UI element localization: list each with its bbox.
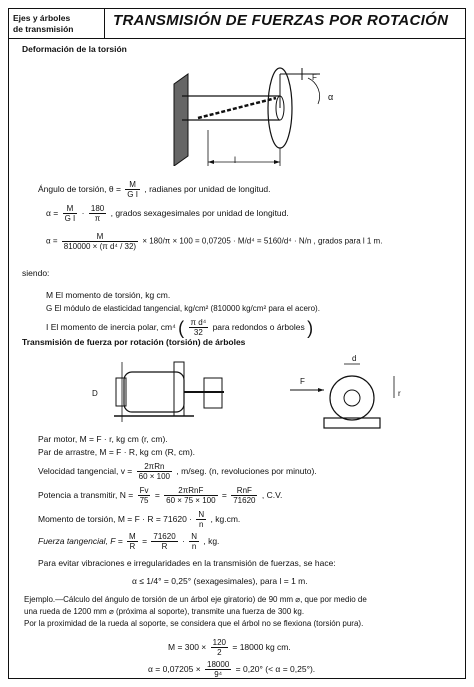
formula-text: α = xyxy=(46,236,60,246)
drag-torque: Par de arrastre, M = F · R, kg cm (R, cm). xyxy=(38,447,196,457)
definition-moment: M El momento de torsión, kg cm. xyxy=(46,290,171,300)
denominator: 810000 × (π d⁴ / 32) xyxy=(63,242,137,251)
numerator: 120 xyxy=(212,638,226,647)
numerator: M xyxy=(63,204,78,214)
formula-text: M = 300 × xyxy=(168,641,209,652)
formula-text: α = xyxy=(46,207,61,218)
numerator: π d⁴ xyxy=(190,318,207,327)
fraction xyxy=(137,462,172,481)
fraction xyxy=(63,204,78,223)
denominator: π xyxy=(94,214,101,223)
siendo-label: siendo: xyxy=(22,268,50,278)
formula-text: , C.V. xyxy=(261,489,283,500)
numerator: 71620 xyxy=(153,532,176,541)
example-line-2: una rueda de 1200 mm ⌀ (próxima al soporte), transmite una fuerza de 300 kg. xyxy=(24,607,305,616)
figure-label-r: r xyxy=(398,389,401,398)
figure-label-d: d xyxy=(352,354,357,363)
tangential-force: Fuerza tangencial, F = $\frac{M}{R}$ = $\frac{71620}{R}$ · $\frac{N}{n}$ , kg. xyxy=(38,532,220,551)
section-title-torsion: Deformación de la torsión xyxy=(22,44,127,54)
numerator: 18000 xyxy=(207,660,230,669)
denominator: n xyxy=(191,542,197,551)
formula-text: = 18000 kg cm. xyxy=(232,641,291,652)
denominator: R xyxy=(129,542,136,551)
fraction xyxy=(89,204,106,223)
denominator: n xyxy=(199,520,204,529)
numerator: 2πRnF xyxy=(164,486,217,496)
formula-text: α = 0,07205 × xyxy=(148,663,204,674)
fraction xyxy=(231,486,257,505)
fraction xyxy=(196,510,206,529)
denominator: 75 xyxy=(139,496,149,505)
power-formula: Potencia a transmitir, N = $\frac{Fv}{75}$ = $\frac{\text{2πRnF}}{60 \times 75 \times 100}$ = $\frac{\text{RnF}}{71620}$ , C.V. xyxy=(38,486,283,505)
motor-figure xyxy=(104,352,434,436)
formula-text: Velocidad tangencial, v = xyxy=(38,465,135,476)
tangential-velocity xyxy=(38,462,317,481)
denominator: G I xyxy=(64,214,76,223)
paren: ( xyxy=(178,317,185,338)
fraction xyxy=(138,486,151,505)
numerator: Fv xyxy=(138,486,151,496)
fraction xyxy=(189,318,209,337)
fraction xyxy=(189,532,199,551)
numerator: N xyxy=(191,532,197,541)
numerator: 180 xyxy=(90,204,105,213)
denominator: 9⁴ xyxy=(214,670,223,679)
denominator: 60 × 75 × 100 xyxy=(166,496,216,505)
formula-text: = 0,20° (< α = 0,25°). xyxy=(235,663,316,674)
torsion-condition: α ≤ 1/4° = 0,25° (sexagesimales), para l = 1 m. xyxy=(132,576,308,586)
formula-text: Ángulo de torsión, θ = xyxy=(38,183,124,194)
numerator: N xyxy=(198,510,205,519)
formula-text: , m/seg. (n, revoluciones por minuto). xyxy=(176,465,317,476)
definition-inertia xyxy=(46,318,313,337)
formula-text: , radianes por unidad de longitud. xyxy=(144,183,271,194)
torsion-angle-formula xyxy=(38,180,271,199)
numerator: M xyxy=(62,232,138,242)
numerator: 2πRn xyxy=(137,462,172,472)
formula-text: , grados sexagesimales por unidad de longitud. xyxy=(110,207,289,218)
formula-text: · xyxy=(81,207,85,218)
alpha-formula xyxy=(46,204,289,223)
example-calc-2 xyxy=(148,660,315,679)
figure-label-F-motor: F xyxy=(300,377,305,386)
formula-text: , kg. xyxy=(203,535,220,546)
numerator: RnF xyxy=(231,486,257,496)
header-rule xyxy=(105,38,465,39)
figure-label-D: D xyxy=(92,389,98,398)
denominator: R xyxy=(161,542,168,551)
formula-text: Potencia a transmitir, N = xyxy=(38,489,136,500)
example-line-3: Por la proximidad de la rueda al soporte, se considera que el árbol no se flexiona (torsión pura). xyxy=(24,619,364,628)
figure-label-F: F xyxy=(312,73,317,82)
formula-text: grados para l 1 m. xyxy=(317,236,383,246)
formula-text: Momento de torsión, M = F · R = 71620 · xyxy=(38,513,195,524)
section-label-line1: Ejes y árboles xyxy=(13,13,71,23)
fraction xyxy=(62,232,138,251)
formula-text: Fuerza tangencial, F = xyxy=(38,535,126,546)
fraction xyxy=(164,486,217,505)
torsion-figure xyxy=(168,56,368,166)
alpha-formula-2 xyxy=(46,232,382,251)
denominator: 60 × 100 xyxy=(138,472,171,481)
vibration-intro: Para evitar vibraciones e irregularidades en la transmisión de fuerzas, se hace: xyxy=(38,558,336,568)
denominator: 32 xyxy=(193,328,203,337)
formula-text: para redondos o árboles xyxy=(212,321,305,332)
formula-text: I El momento de inercia polar, cm⁴ xyxy=(46,321,176,332)
paren: ) xyxy=(307,317,314,338)
denominator: 71620 xyxy=(233,496,256,505)
numerator: M xyxy=(129,532,136,541)
example-calc-1 xyxy=(168,638,291,657)
formula-text: × 180/π × 100 = 0,07205 · M/d⁴ = 5160/d⁴ · N/n , xyxy=(142,236,316,246)
fraction xyxy=(205,660,231,679)
fraction xyxy=(125,180,140,199)
section-title-transmission: Transmisión de fuerza por rotación (torsión) de árboles xyxy=(22,337,246,347)
section-label-line2: de transmisión xyxy=(13,24,74,34)
denominator: 2 xyxy=(217,648,222,657)
torque-formula xyxy=(38,510,240,529)
fraction xyxy=(211,638,228,657)
formula-text: , kg.cm. xyxy=(210,513,241,524)
page-title: TRANSMISIÓN DE FUERZAS POR ROTACIÓN xyxy=(113,12,449,29)
section-label xyxy=(9,9,105,39)
definition-modulus: G El módulo de elasticidad tangencial, kg/cm² (810000 kg/cm² para el acero). xyxy=(46,304,320,313)
fraction xyxy=(127,532,138,551)
motor-torque: Par motor, M = F · r, kg cm (r, cm). xyxy=(38,434,168,444)
numerator: M xyxy=(125,180,140,190)
denominator: G I xyxy=(127,190,138,199)
figure-label-alpha: α xyxy=(328,92,334,102)
figure-label-length: l xyxy=(234,155,236,165)
fraction xyxy=(151,532,177,551)
example-line-1: Ejemplo.—Cálculo del ángulo de torsión de un árbol eje giratorio) de 90 mm ⌀, que por medio de xyxy=(24,595,367,604)
